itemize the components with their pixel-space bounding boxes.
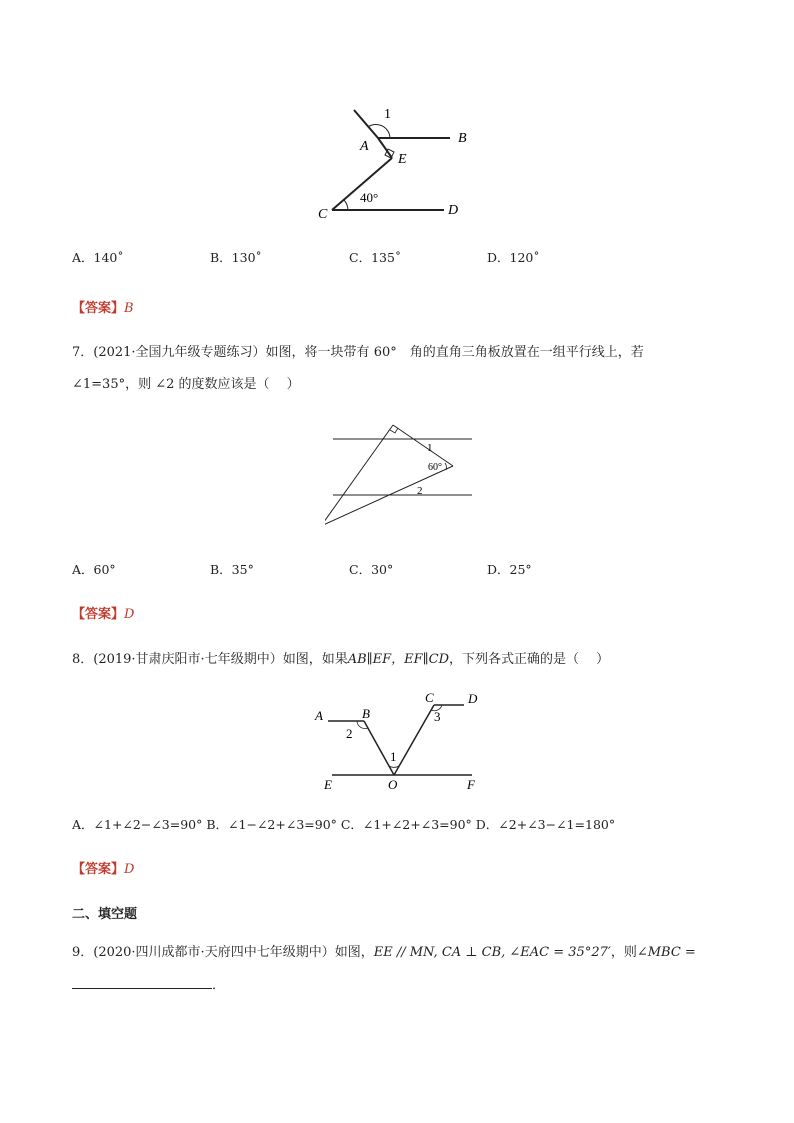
q8-stem: [72, 651, 609, 669]
q8-label-E: E: [324, 777, 332, 792]
answer-key-label: 【答案】: [72, 862, 125, 877]
q6-figure: [310, 100, 490, 225]
q8-label-O: O: [388, 777, 398, 792]
q8-answer: [72, 861, 134, 879]
q6-label-D: D: [448, 203, 459, 218]
q6-option-b: B．130˚: [210, 250, 262, 265]
q8-label-A: A: [315, 708, 323, 723]
q6-option-c: C．135˚: [349, 250, 402, 265]
q8-label-D: D: [468, 691, 478, 706]
q6-label-A: A: [360, 139, 369, 154]
q7-option-a: A．60°: [72, 562, 116, 577]
q7-stem-line1: 7．(2021·全国九年级专题练习）如图，将一块带有 60° 角的直角三角板放置在一组平行线上，若: [72, 345, 644, 360]
q9-stem-prefix: 9．(2020·四川成都市·天府四中七年级期中）如图，: [72, 945, 374, 960]
q8-label-1: 1: [390, 749, 397, 764]
q6-label-E: E: [398, 152, 407, 167]
q8-label-2: 2: [346, 726, 353, 741]
answer-value: B: [124, 301, 134, 316]
answer-value: D: [124, 607, 135, 622]
q7-answer: [72, 606, 134, 624]
q9-stem-math: EE // MN, CA ⊥ CB, ∠EAC = 35°27′: [373, 945, 611, 960]
q7-label-2: 2: [417, 485, 423, 497]
q8-options: A．∠1+∠2−∠3=90° B．∠1−∠2+∠3=90° C．∠1+∠2+∠3=90° D．∠2+∠3−∠1=180°: [72, 817, 616, 832]
q6-answer: [72, 300, 134, 318]
q8-stem-suffix: ，下列各式正确的是（ ）: [449, 652, 610, 667]
q7-figure: [325, 422, 480, 532]
q6-label-1: 1: [384, 107, 391, 122]
q9-stem-mid: ，则: [610, 945, 637, 960]
q9-answer-line: [72, 976, 225, 995]
q8-figure: [312, 688, 492, 798]
q8-label-C: C: [425, 690, 434, 705]
answer-key-label: 【答案】: [72, 607, 125, 622]
q9-tail: ．: [212, 978, 226, 993]
q8-label-3: 3: [434, 709, 441, 724]
q9-stem: [72, 944, 696, 962]
q7-option-d: D．25°: [487, 562, 532, 577]
q6-label-C: C: [318, 207, 328, 222]
q6-label-40: 40°: [360, 190, 379, 205]
answer-key-label: 【答案】: [72, 301, 125, 316]
q7-stem-line2: ∠1=35°，则 ∠2 的度数应该是（ ）: [72, 377, 300, 392]
q7-option-b: B．35°: [210, 562, 254, 577]
answer-blank[interactable]: [72, 976, 212, 989]
q6-option-a: A．140˚: [72, 250, 124, 265]
q7-option-c: C．30°: [349, 562, 394, 577]
q8-stem-math: AB∥EF，EF∥CD: [347, 652, 450, 667]
q7-label-1: 1: [427, 442, 433, 454]
q6-label-B: B: [458, 131, 467, 146]
q6-option-d: D．120˚: [487, 250, 540, 265]
q8-label-B: B: [362, 706, 370, 721]
q8-label-F: F: [467, 777, 475, 792]
q9-stem-math2: ∠MBC =: [636, 945, 696, 960]
q7-label-60: 60°: [428, 462, 442, 473]
section-title: 二、填空题: [72, 907, 138, 922]
answer-value: D: [124, 862, 135, 877]
q8-stem-prefix: 8．(2019·甘肃庆阳市·七年级期中）如图，如果: [72, 652, 348, 667]
